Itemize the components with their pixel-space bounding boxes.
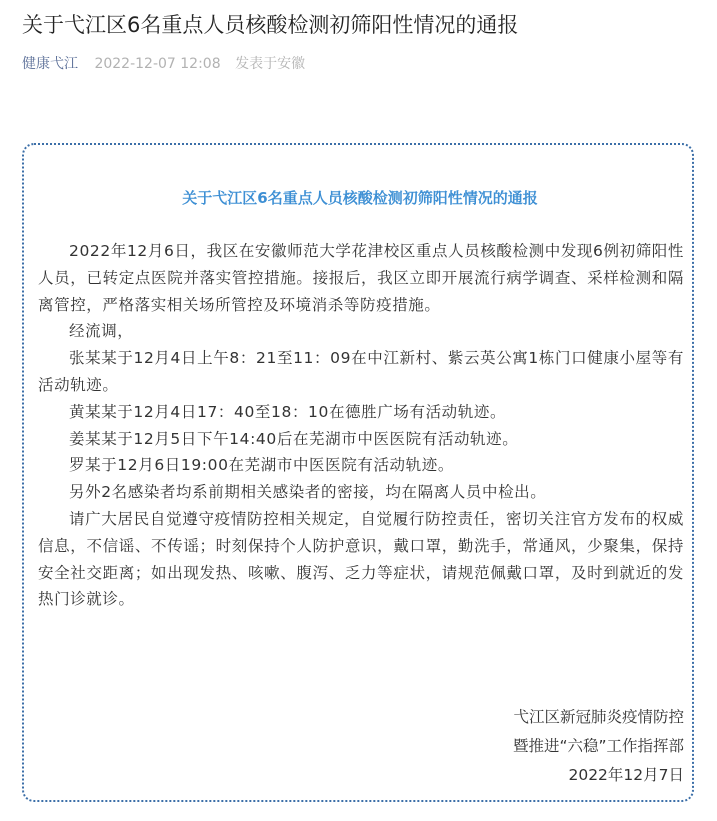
paragraph: 经流调， [69, 322, 134, 341]
author-link[interactable]: 健康弋江 [22, 56, 78, 72]
article-title: 关于弋江区6名重点人员核酸检测初筛阳性情况的通报 [22, 13, 519, 37]
notice-title: 关于弋江区6名重点人员核酸检测初筛阳性情况的通报 [182, 189, 538, 207]
notice-body [38, 238, 684, 613]
publish-location: 发表于安徽 [235, 56, 306, 72]
signature-org-line2: 暨推进“六稳”工作指挥部 [512, 737, 684, 755]
paragraph: 姜某某于12月5日下午14:40后在芜湖市中医医院有活动轨迹。 [69, 429, 519, 448]
signature-org-line1: 弋江区新冠肺炎疫情防控 [513, 708, 684, 726]
signature-block [513, 703, 684, 790]
article-meta [22, 54, 305, 74]
paragraph: 张某某于12月4日上午8：21至11：09在中江新村、紫云英公寓1栋门口健康小屋等有活动轨迹。 [38, 349, 684, 394]
paragraph: 另外2名感染者均系前期相关感染者的密接，均在隔离人员中检出。 [69, 483, 547, 502]
publish-date: 2022-12-07 12:08 [94, 56, 221, 72]
paragraph: 2022年12月6日，我区在安徽师范大学花津校区重点人员核酸检测中发现6例初筛阳性人员，已转定点医院并落实管控措施。接报后，我区立即开展流行病学调查、采样检测和隔离管控，严格落实相关场所管控及环境消杀等防疫措施。 [38, 242, 684, 314]
paragraph: 请广大居民自觉遵守疫情防控相关规定，自觉履行防控责任，密切关注官方发布的权威信息，不信谣、不传谣；时刻保持个人防护意识，戴口罩，勤洗手，常通风，少聚集，保持安全社交距离；如出现发热、咳嗽、腹泻、乏力等症状，请规范佩戴口罩，及时到就近的发热门诊就诊。 [38, 509, 684, 609]
paragraph: 黄某某于12月4日17：40至18：10在德胜广场有活动轨迹。 [69, 402, 507, 421]
paragraph: 罗某于12月6日19:00在芜湖市中医医院有活动轨迹。 [69, 456, 454, 475]
signature-date: 2022年12月7日 [568, 766, 684, 784]
